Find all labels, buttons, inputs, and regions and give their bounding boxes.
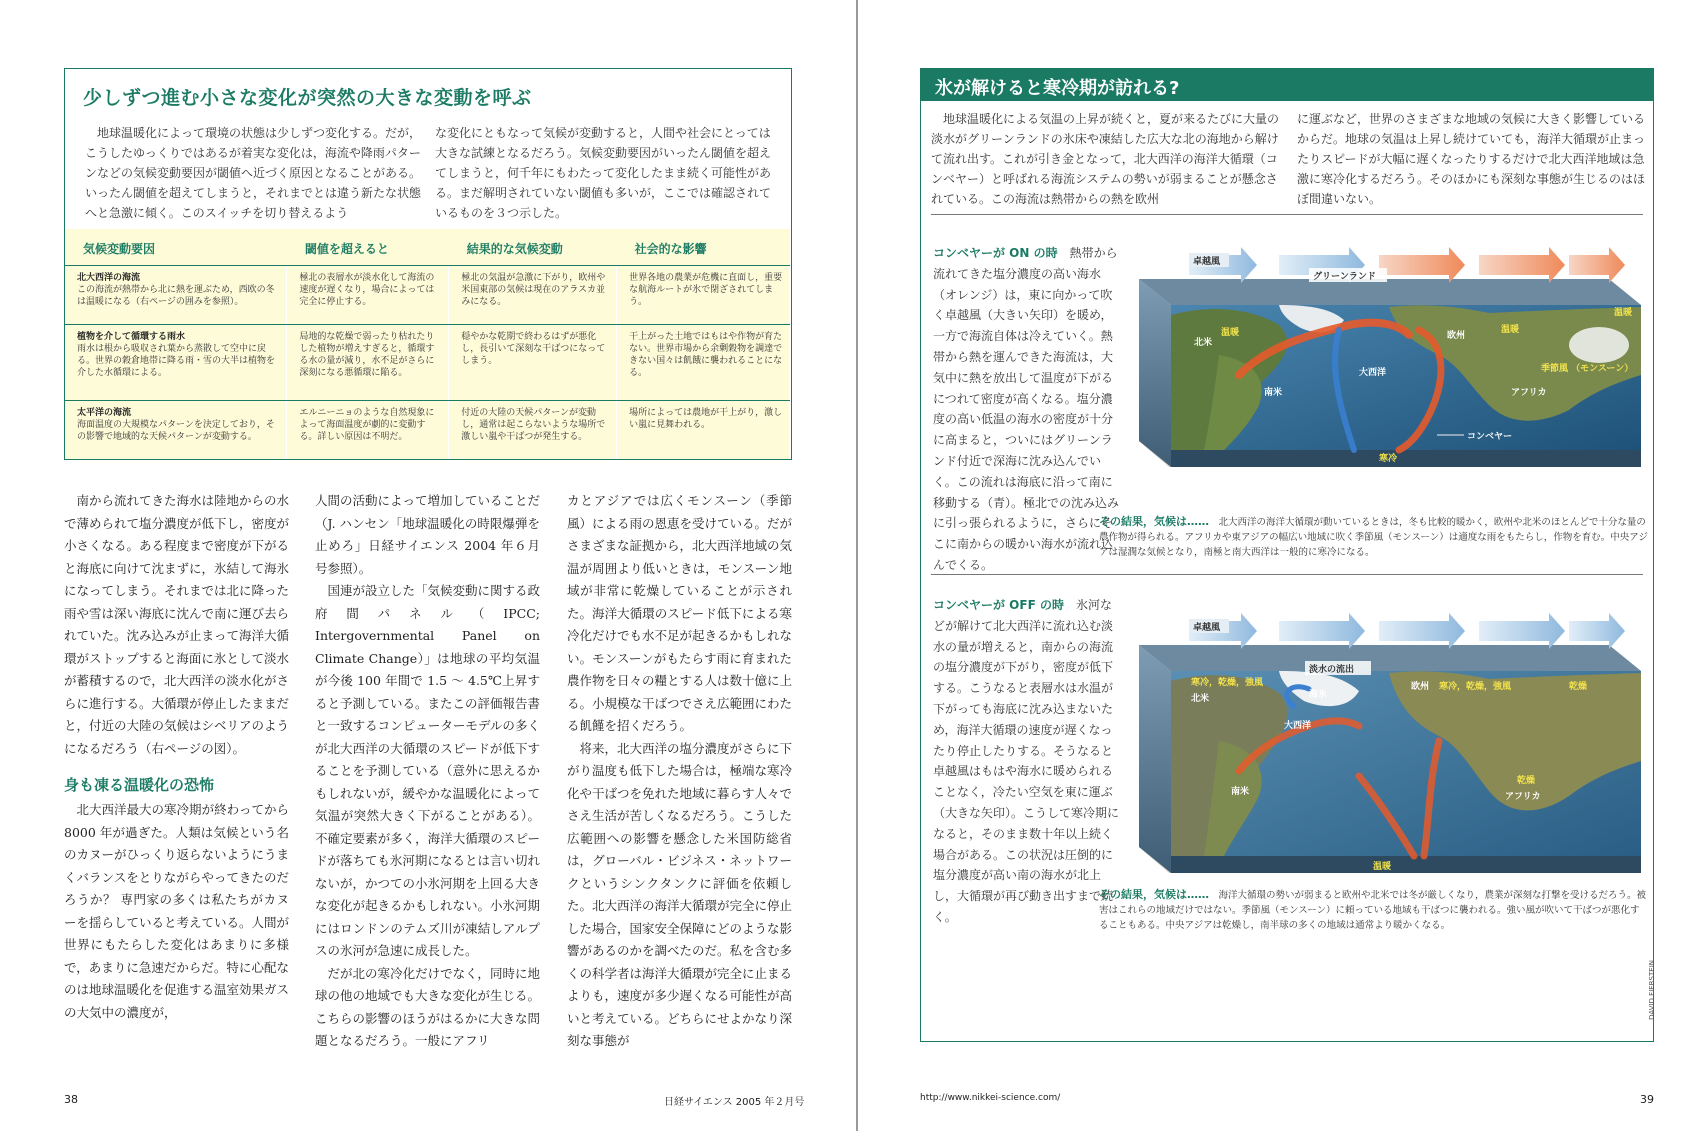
conveyor-off-lead: コンベヤーが OFF の時 [933,598,1064,612]
block-side-wall [1139,645,1171,873]
result-text: 海洋大循環の勢いが弱まると欧州や北米では冬が厳しくなり，農業が深刻な打撃を受けるだろう。被害はこれらの地域だけではない。季節風（モンスーン）に頼っている地域も干ばつに襲われる。強い風が吹いて干ばつが悪化することもある。中央アジアは乾燥し，南半球の多くの地域は通常より暖かくなる。 [1099,890,1647,931]
section-heading: 身も凍る温暖化の恐怖 [64,776,215,794]
wind-arrow [1569,247,1625,283]
table-cell-impact: 干上がった土地ではもはや作物が育たない。世界市場から余剰穀物を調達できない国々は飢餓に襲われることになる。 [617,325,790,400]
label-atlantic: 大西洋 [1359,368,1387,378]
factor-title: 太平洋の海流 [77,407,132,418]
body-paragraph: だが北の寒冷化だけでなく，同時に地球の他の地域でも大きな変化が生じる。こちらの影響のほうがはるかに大きな問題となるだろう。一般にアフリ [315,965,541,1048]
wind-arrow [1279,613,1365,649]
table-row [65,265,790,325]
label-conveyor: コンベヤー [1467,432,1513,442]
label-africa: アフリカ [1511,388,1547,398]
block-side-wall [1139,279,1171,467]
conveyor-off-diagram [1129,601,1649,881]
divider [931,574,1643,575]
climate-factor-table [65,229,790,459]
result-lead: その結果，気候は…… [1099,515,1209,528]
body-paragraph: 北大西洋最大の寒冷期が終わってから 8000 年が過ぎた。人類は気候という名のカヌーがひっくり返らないようにうまくバランスをとりながらやってきたのだろうか？ 専門家の多くは私たちがカヌーを揺らしていると考えている。人間が世界にもたらした変化はあまりに多様で，あまりに急速だからだ。特に心配なのは地球温暖化を促進する温室効果ガスの大気中の濃度が， [64,802,290,1020]
conveyor-off-text [933,595,1121,928]
body-column-2 [315,490,540,1053]
body-paragraph: 南から流れてきた海水は陸地からの水で薄められて塩分濃度が低下し，密度が小さくなる。ある程度まで密度が下がると海底に向けて沈まずに，氷結して海氷になってしまう。それまでは北に降った雨や雪は深い海底に沈んで南に運び去られていた。沈み込みが止まって海洋大循環がストップすると海面に氷として淡水が蓄積するので，北大西洋の淡水化がさらに進行する。大循環が停止したままだと，付近の大陸の気候はシベリアのようになるだろう（右ページの図）。 [64,493,290,756]
wind-arrow [1479,247,1565,283]
table-cell-factor [65,325,287,400]
table-header: 結果的な気候変動 [449,229,617,265]
box-intro-left: 地球温暖化によって環境の状態は少しずつ変化する。だが，こうしたゆっくりではあるが着実な変化は，海流や降雨パターンなどの気候変動要因が閾値へ近づく原因となることがある。いったん閾値を超えてしまうと，それまでとは違う新たな状態へと急激に傾く。このスイッチを切り替えるよう [85,126,422,220]
result-text: 北大西洋の海洋大循環が動いているときは，冬も比較的暖かく，欧州や北米のほとんどで十分な量の農作物が得られる。アフリカや東アジアの幅広い地域に吹く季節風（モンスーン）は適度な雨をもたらし，作物を育む。中央アジアは湿潤な気候となり，南極と南大西洋は一般的に寒冷になる。 [1099,517,1648,558]
factor-desc: 海面温度の大規模なパターンを決定しており，その影響で地域的な天候パターンが変動する。 [77,419,275,442]
table-cell-impact: 世界各地の農業が危機に直面し，重要な航海ルートが氷で閉ざされてしまう。 [617,265,790,325]
label-greenland: グリーンランド [1313,272,1376,282]
factor-title: 植物を介して循環する雨水 [77,332,186,343]
wind-arrow [1379,613,1465,649]
table-cell-threshold: 極北の表層水が淡水化して海流の速度が遅くなり，場合によっては完全に停止する。 [287,265,449,325]
conveyor-off-illustration [1129,601,1649,881]
label-north-america: 北米 [1191,694,1210,704]
table-cell-factor [65,265,287,325]
table-cell-change: 付近の大陸の天候パターンが変動し，通常は起こらないような場所で激しい嵐や干ばつが発生する。 [449,400,617,459]
table-row [65,400,790,459]
label-warm: 温暖 [1221,328,1240,338]
conveyor-off-body: 氷河などが解けて北大西洋に流れ込む淡水の量が増えると，南からの海流の塩分濃度が下がり，密度が低下する。こうなると表層水は水温が下がっても海底に沈み込まないため，海洋大循環の速度が遅くなったり停止したりする。そうなると卓越風はもはや海水に暖められることなく，冷たい空気を東に運ぶ（大きな矢印）。こうして寒冷期になると，そのまま数十年以上続く場合がある。この状況は圧倒的に塩分濃度が高い南の海水が北上し，大循環が再び動き出すまで続く。 [933,598,1120,924]
factor-desc: 雨水は根から吸収され葉から蒸散して空中に戻る。世界の穀倉地帯に降る雨・雪の大半は植物を介した水循環による。 [77,344,276,379]
magazine-footer: 日経サイエンス 2005 年２月号 [664,1097,805,1108]
page-number: 39 [1640,1093,1654,1106]
body-paragraph: カとアジアでは広くモンスーン（季節風）による雨の恩恵を受けている。だがさまざまな証拠から，北大西洋地域の気温が周囲より低いときは，モンスーン地域が非常に乾燥していることが示された。海洋大循環のスピード低下による寒冷化だけでも水不足が起きるかもしれない。モンスーンがもたらす雨に育まれた農作物を日々の糧とする人は数十億に上る。小規模な干ばつでさえ広範囲にわたる飢饉を招くだろう。 [567,493,793,733]
label-cold-dry-windy: 寒冷，乾燥，強風 [1191,678,1264,688]
table-header: 社会的な影響 [617,229,790,265]
site-url: http://www.nikkei-science.com/ [920,1093,1061,1103]
box-title-bar [921,69,1653,101]
box-intro-left: 地球温暖化による気温の上昇が続くと，夏が来るたびに大量の淡水がグリーンランドの氷床や凍結した広大な北の海地から解けて流れ出す。これが引き金となって，北大西洋の海洋大循環（コンベヤー）と呼ばれる海流システムの勢いが弱まることが懸念されている。この海流は熱帯からの熱を欧州 [931,112,1280,206]
box-intro-right: に運ぶなど，世界のさまざまな地域の気候に大きく影響しているからだ。地球の気温は上昇し続けていても，海洋大循環が止まったりスピードが大幅に遅くなったりするだけで北大西洋地域は急激に寒冷化するだろう。そのほかにも深刻な事態が生じるのはほぼ間違いない。 [1297,112,1646,206]
label-freshwater: 淡水の流出 [1309,665,1355,675]
table-row [65,325,790,400]
box-intro-right: な変化にともなって気候が変動すると，人間や社会にとっては大きな試練となるだろう。気候変動要因がいったん閾値を超えてしまうと，何千年にもわたって変化したまま続く可能性がある。まだ解明されていない閾値も多いが，ここでは確認されているものを３つ示した。 [435,126,772,220]
block-front-wall [1171,856,1641,873]
label-africa: アフリカ [1505,792,1541,802]
body-column-3 [567,490,792,1053]
label-south-america: 南米 [1264,388,1283,398]
label-warm: 温暖 [1614,308,1633,318]
label-monsoon: 季節風 （モンスーン） [1541,364,1634,374]
monsoon-cloud [1569,327,1629,363]
conveyor-on-illustration [1129,235,1649,475]
table-cell-impact: 場所によっては農地が干上がり，激しい嵐に見舞われる。 [617,400,790,459]
table-cell-change: 穏やかな乾期で終わるはずが悪化し，長引いて深刻な干ばつになってしまう。 [449,325,617,400]
label-europe: 欧州 [1411,682,1430,692]
body-paragraph: 人間の活動によって増加していることだ（J. ハンセン「地球温暖化の時限爆弾を止めろ」日経サイエンス 2004 年６月号参照）。 [315,493,541,576]
table-cell-change: 極北の気温が急激に下がり，欧州や米国東部の気候は現在のアラスカ並みになる。 [449,265,617,325]
conveyor-on-body: 熱帯から流れてきた塩分濃度の高い海水（オレンジ）は，東に向かって吹く卓越風（大きい矢印）を暖め，一方で海流自体は冷えていく。熱帯から熱を運んできた海流は，大気中に熱を放出して温度が下がるにつれて密度が高くなる。塩分濃度の高い低温の海水の密度が十分に高まると，ついにはグリーンランド付近で深海に沈み込んでいく。この流れは海底に沿って南に移動する（青）。極北での沈み込みに引っ張られるように，さらにそこに南からの暖かい海水が流れ込んでくる。 [933,246,1120,572]
result-lead: その結果，気候は…… [1099,888,1209,901]
label-cold: 寒冷 [1379,454,1398,464]
label-atlantic: 大西洋 [1284,721,1312,731]
wind-arrow [1569,613,1625,649]
label-warm: 温暖 [1373,862,1392,872]
page-number: 38 [64,1093,78,1106]
block-top-edge [1139,279,1641,305]
thresholds-box [64,68,792,460]
label-europe: 欧州 [1447,331,1466,341]
conveyor-on-diagram [1129,235,1649,475]
table-cell-factor [65,400,287,459]
box-title: 少しずつ進む小さな変化が突然の大きな変動を呼ぶ [83,87,532,109]
label-cold-dry-windy: 寒冷，乾燥，強風 [1439,682,1512,692]
body-column-1 [64,490,289,1024]
factor-desc: この海流が熱帯から北に熱を運ぶため，西欧の冬は温暖になる（右ページの囲みを参照）。 [77,284,275,307]
label-dry: 乾燥 [1569,682,1588,692]
table-header-row [65,229,790,265]
right-page [858,0,1698,1131]
label-warm: 温暖 [1501,325,1520,335]
conveyor-on-result [1099,514,1649,560]
block-front-wall [1171,450,1641,467]
illustration-credit: DAVID FIERSTEIN [1648,960,1656,1020]
table-cell-threshold: エルニーニョのような自然現象によって海面温度が劇的に変動する。詳しい原因は不明だ。 [287,400,449,459]
table-header: 気候変動要因 [65,229,287,265]
label-north-america: 北米 [1194,338,1213,348]
body-paragraph: 国連が設立した「気候変動に関する政府間パネル（IPCC; Intergovernmental Panel on Climate Change）」は地球の平均気温が今後 100 年間で 1.5 ～ 4.5℃上昇すると予測している。またこの評価報告書と一致するコンピューターモデルの多くが北大西洋の大循環のスピードが低下することを予測している（意外に思えるかもしれないが，緩やかな温暖化によって気温が突然大きく下がることがある）。不確定要素が多く，海洋大循環のスピードが落ちても氷河期になるとは言い切れないが，かつての小氷河期を上回る大きな変化が起きるかもしれない。小氷河期にはロンドンのテムズ川が凍結しアルプスの氷河が急速に成長した。 [315,583,541,958]
factor-title: 北大西洋の海流 [77,272,141,283]
label-wind: 卓越風 [1193,623,1221,633]
label-dry: 乾燥 [1517,776,1536,786]
block-top-edge [1139,645,1641,671]
label-sea-ice: 海氷 [1309,690,1328,700]
divider [931,214,1643,215]
conveyor-box [920,68,1654,1042]
conveyor-on-text [933,243,1121,576]
conveyor-off-result [1099,887,1649,933]
conveyor-on-lead: コンベヤーが ON の時 [933,246,1058,260]
label-wind: 卓越風 [1193,257,1221,267]
wind-arrow [1379,247,1465,283]
table-cell-threshold: 局地的な乾燥で弱ったり枯れたりした植物が増えすぎると，循環する水の量が減り，水不足がさらに深刻になる悪循環に陥る。 [287,325,449,400]
table-header: 閾値を超えると [287,229,449,265]
body-paragraph: 将来，北大西洋の塩分濃度がさらに下がり温度も低下した場合は，極端な寒冷化や干ばつを免れた地域に暮らす人々でさえ生活が苦しくなるだろう。こうした広範囲への影響を懸念した米国防総省は，グローバル・ビジネス・ネットワークというシンクタンクに評価を依頼した。北大西洋の海洋大循環が完全に停止した場合，国家安全保障にどのような影響があるのかを調べたのだ。私を含む多くの科学者は海洋大循環が完全に止まるよりも，速度が多少遅くなる可能性が高いと考えている。どちらにせよかなり深刻な事態が [567,740,793,1048]
wind-arrow [1479,613,1565,649]
box-title: 氷が解けると寒冷期が訪れる? [935,78,1180,99]
label-south-america: 南米 [1231,787,1250,797]
